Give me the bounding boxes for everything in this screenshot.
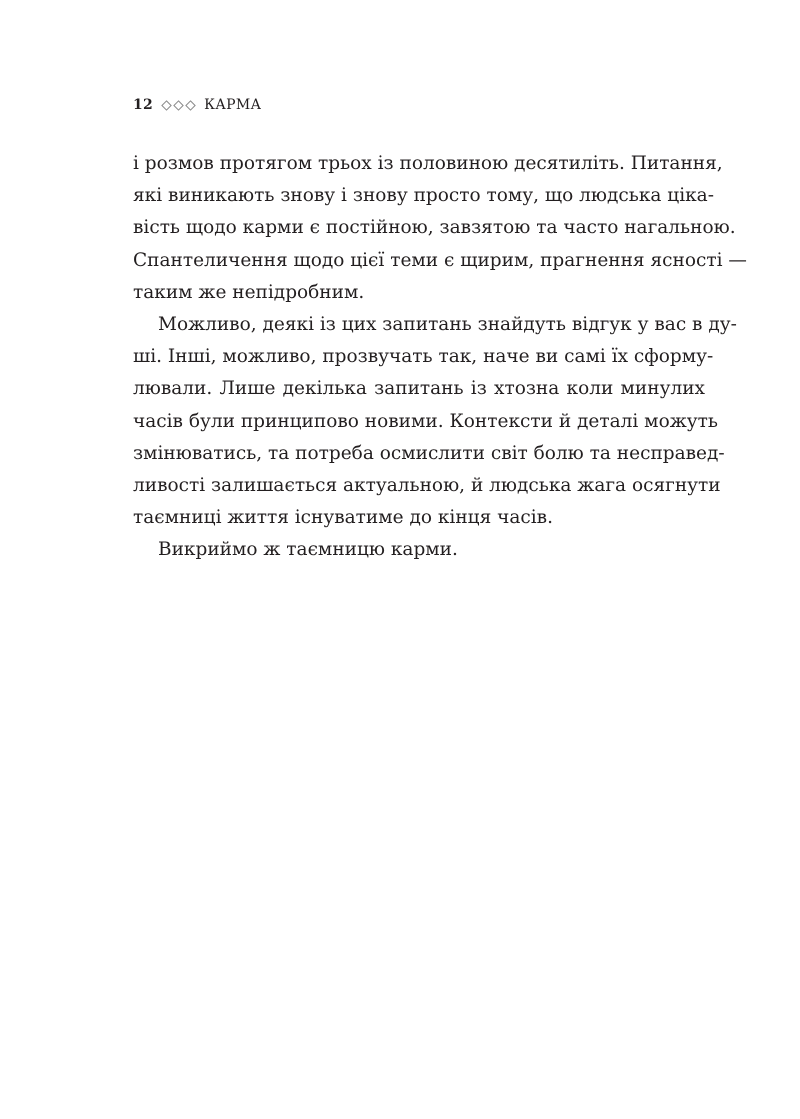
paragraph	[133, 534, 705, 566]
running-header	[133, 93, 261, 117]
diamond-icon	[161, 100, 172, 111]
text-line: ливості залишається актуальною, й людська жага осягнути	[133, 474, 721, 496]
text-line: Можливо, деякі із цих запитань знайдуть відгук у вас в ду-	[158, 313, 737, 335]
three-diamonds-icon	[161, 100, 196, 111]
text-line: які виникають знову і знову просто тому, що людська ціка-	[133, 185, 714, 207]
text-line: часів були принципово новими. Контексти й деталі можуть	[133, 410, 718, 432]
paragraph	[133, 309, 737, 534]
text-line: Викриймо ж таємницю карми.	[158, 539, 458, 561]
text-line: і розмов протягом трьох із половиною десятиліть. Питання,	[133, 153, 723, 174]
diamond-icon	[185, 100, 196, 111]
text-line: ші. Інші, можливо, прозвучать так, наче ви самі їх сформу-	[133, 346, 714, 368]
paragraph-continuation	[133, 148, 747, 309]
text-line: вість щодо карми є постійною, завзятою та часто нагальною.	[133, 217, 736, 239]
text-line: Спантеличення щодо цієї теми є щирим, прагнення ясності —	[133, 249, 747, 271]
text-line: змінюватись, та потреба осмислити світ болю та несправед-	[133, 442, 725, 464]
body-text	[133, 148, 747, 566]
diamond-icon	[173, 100, 184, 111]
running-title: КАРМА	[204, 97, 262, 113]
text-line: таким же непідробним.	[133, 281, 365, 303]
page-number: 12	[133, 97, 154, 113]
text-line: таємниці життя існуватиме до кінця часів.	[133, 507, 553, 529]
text-line: лювали. Лише декілька запитань із хтозна коли минулих	[133, 378, 705, 400]
